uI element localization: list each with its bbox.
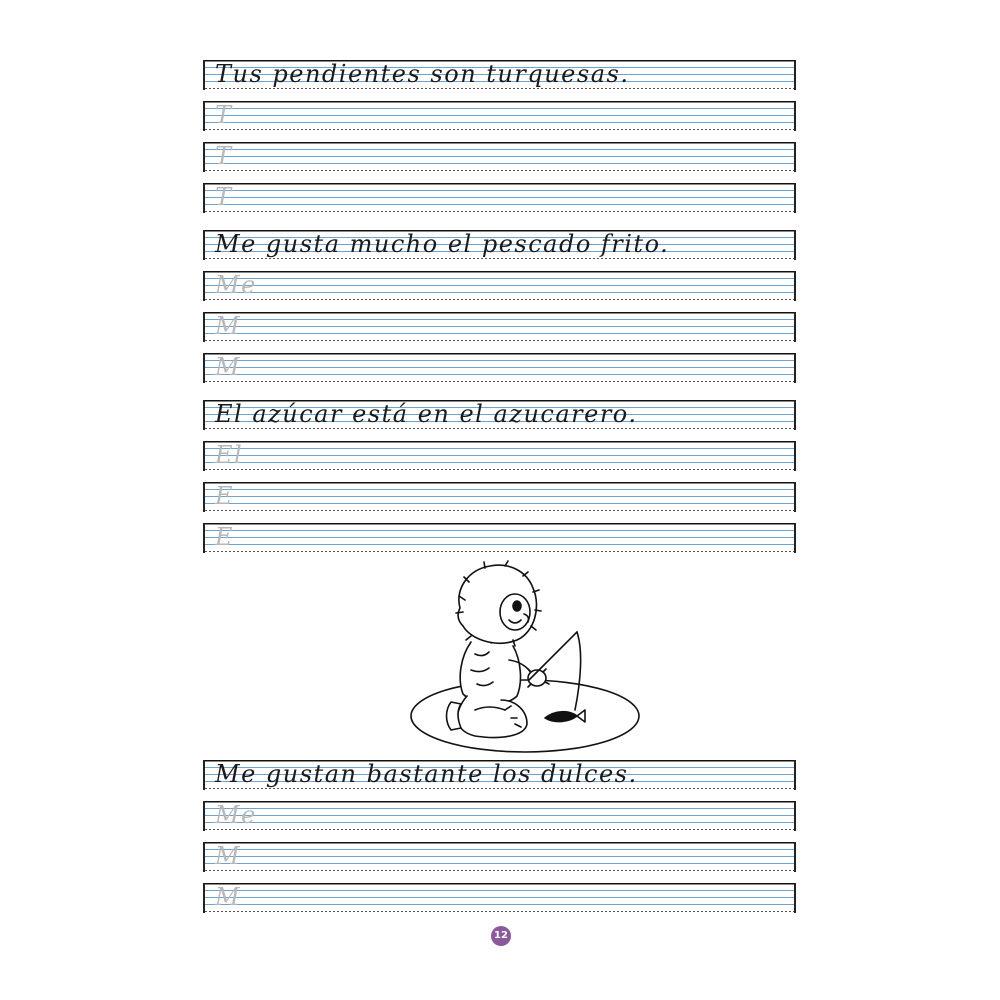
trace-letters: Me — [215, 801, 257, 829]
practice-line[interactable] — [203, 312, 796, 342]
practice-line[interactable] — [203, 441, 796, 471]
practice-line[interactable] — [203, 101, 796, 131]
trace-letters: Me — [215, 271, 257, 299]
trace-letters: M — [215, 312, 242, 340]
model-sentence: Me gusta mucho el pescado frito. — [215, 230, 670, 258]
page-number-badge: 12 — [491, 926, 511, 946]
trace-letters: M — [215, 842, 242, 870]
practice-line[interactable] — [203, 523, 796, 553]
model-sentence: Me gustan bastante los dulces. — [215, 760, 638, 788]
practice-line[interactable] — [203, 842, 796, 872]
practice-line[interactable] — [203, 801, 796, 831]
trace-letters: E — [215, 482, 235, 510]
practice-line[interactable] — [203, 183, 796, 213]
trace-letters: El — [215, 441, 244, 469]
trace-letters: E — [215, 523, 235, 551]
eskimo-fishing-icon — [405, 560, 645, 755]
practice-line[interactable] — [203, 353, 796, 383]
practice-line[interactable] — [203, 271, 796, 301]
model-sentence-line — [203, 760, 796, 790]
practice-line[interactable] — [203, 883, 796, 913]
trace-letters: T — [215, 183, 233, 211]
model-sentence: El azúcar está en el azucarero. — [215, 400, 638, 428]
trace-letters: M — [215, 883, 242, 911]
model-sentence: Tus pendientes son turquesas. — [215, 60, 630, 88]
model-sentence-line — [203, 400, 796, 430]
practice-line[interactable] — [203, 482, 796, 512]
model-sentence-line — [203, 60, 796, 90]
practice-line[interactable] — [203, 142, 796, 172]
trace-letters: T — [215, 142, 233, 170]
trace-letters: T — [215, 101, 233, 129]
model-sentence-line — [203, 230, 796, 260]
trace-letters: M — [215, 353, 242, 381]
